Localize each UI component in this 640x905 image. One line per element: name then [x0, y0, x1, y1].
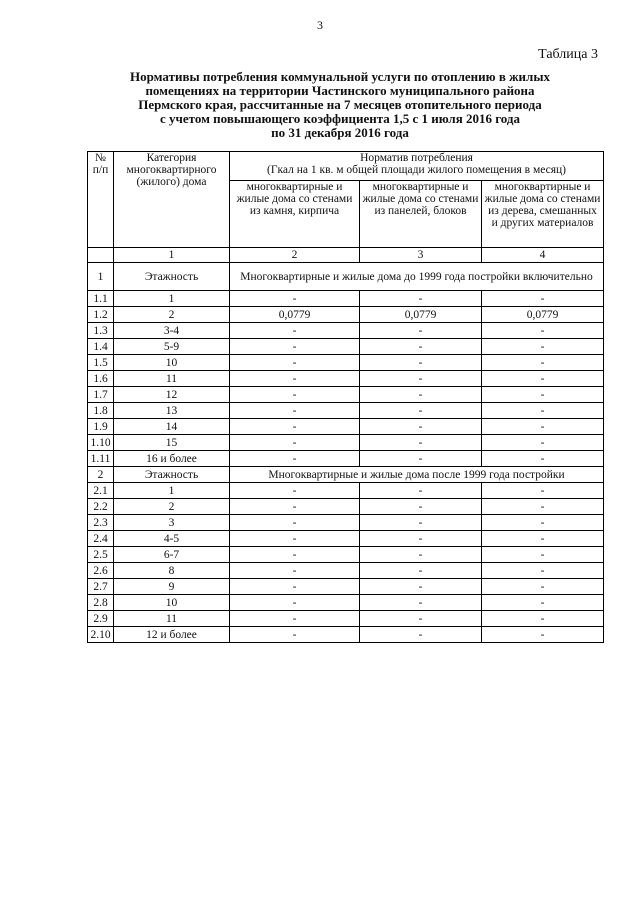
- row-floors: 10: [114, 595, 230, 611]
- table-row: [88, 451, 604, 467]
- row-floors: 12: [114, 387, 230, 403]
- row-floors: 5-9: [114, 339, 230, 355]
- row-num: 1.11: [88, 451, 114, 467]
- row-value-stone: -: [230, 579, 360, 595]
- row-value-stone: -: [230, 435, 360, 451]
- row-value-panel: -: [360, 419, 482, 435]
- column-number-blank: [88, 248, 114, 263]
- row-value-panel: 0,0779: [360, 307, 482, 323]
- header-category: Категория многоквартирного (жилого) дома: [114, 152, 230, 248]
- column-number: 4: [482, 248, 604, 263]
- row-num: 1.5: [88, 355, 114, 371]
- document-title: [60, 70, 620, 140]
- column-number: 2: [230, 248, 360, 263]
- row-num: 1.10: [88, 435, 114, 451]
- row-value-stone: -: [230, 403, 360, 419]
- section-num: 1: [88, 263, 114, 291]
- row-value-wood: -: [482, 547, 604, 563]
- table-row: [88, 387, 604, 403]
- row-value-wood: -: [482, 355, 604, 371]
- section-1-row: [88, 263, 604, 291]
- row-value-wood: -: [482, 579, 604, 595]
- row-num: 2.1: [88, 483, 114, 499]
- row-floors: 3-4: [114, 323, 230, 339]
- row-value-stone: -: [230, 387, 360, 403]
- table-row: [88, 371, 604, 387]
- row-floors: 1: [114, 483, 230, 499]
- row-value-stone: -: [230, 339, 360, 355]
- row-value-wood: -: [482, 403, 604, 419]
- row-value-panel: -: [360, 339, 482, 355]
- row-value-wood: -: [482, 483, 604, 499]
- row-value-stone: -: [230, 355, 360, 371]
- row-floors: 14: [114, 419, 230, 435]
- table-row: [88, 515, 604, 531]
- row-num: 1.3: [88, 323, 114, 339]
- row-value-wood: -: [482, 531, 604, 547]
- row-value-panel: -: [360, 355, 482, 371]
- row-value-stone: -: [230, 499, 360, 515]
- row-value-wood: -: [482, 339, 604, 355]
- table-row: [88, 403, 604, 419]
- row-value-panel: -: [360, 291, 482, 307]
- row-value-stone: -: [230, 547, 360, 563]
- row-floors: 9: [114, 579, 230, 595]
- table-row: [88, 339, 604, 355]
- row-value-stone: -: [230, 627, 360, 643]
- table-row: [88, 547, 604, 563]
- row-value-wood: -: [482, 451, 604, 467]
- row-num: 2.8: [88, 595, 114, 611]
- row-value-panel: -: [360, 435, 482, 451]
- row-num: 1.7: [88, 387, 114, 403]
- row-value-panel: -: [360, 515, 482, 531]
- row-value-wood: -: [482, 499, 604, 515]
- section-description: Многоквартирные и жилые дома после 1999 года постройки: [230, 467, 604, 483]
- title-line: Нормативы потребления коммунальной услуги по отоплению в жилых: [130, 69, 550, 84]
- row-floors: 13: [114, 403, 230, 419]
- row-floors: 4-5: [114, 531, 230, 547]
- table-row: [88, 419, 604, 435]
- consumption-norms-table: [87, 151, 604, 643]
- row-num: 1.6: [88, 371, 114, 387]
- row-floors: 6-7: [114, 547, 230, 563]
- row-value-stone: -: [230, 371, 360, 387]
- header-col-wood: многоквартирные и жилые дома со стенами из дерева, смешанных и других материалов: [482, 181, 604, 248]
- row-value-panel: -: [360, 483, 482, 499]
- row-value-panel: -: [360, 611, 482, 627]
- row-value-stone: 0,0779: [230, 307, 360, 323]
- row-value-wood: -: [482, 611, 604, 627]
- row-value-wood: -: [482, 627, 604, 643]
- section-num: 2: [88, 467, 114, 483]
- title-line: Пермского края, рассчитанные на 7 месяцев отопительного периода: [138, 97, 542, 112]
- row-floors: 3: [114, 515, 230, 531]
- header-col-stone: многоквартирные и жилые дома со стенами из камня, кирпича: [230, 181, 360, 248]
- row-value-stone: -: [230, 483, 360, 499]
- row-value-stone: -: [230, 419, 360, 435]
- header-col-panel: многоквартирные и жилые дома со стенами из панелей, блоков: [360, 181, 482, 248]
- row-value-panel: -: [360, 563, 482, 579]
- table-row: [88, 435, 604, 451]
- row-floors: 2: [114, 499, 230, 515]
- header-norm: [230, 152, 604, 181]
- row-num: 2.7: [88, 579, 114, 595]
- row-value-stone: -: [230, 451, 360, 467]
- table-row: [88, 595, 604, 611]
- row-value-wood: -: [482, 595, 604, 611]
- row-value-panel: -: [360, 547, 482, 563]
- section-category: Этажность: [114, 467, 230, 483]
- row-value-panel: -: [360, 403, 482, 419]
- row-floors: 12 и более: [114, 627, 230, 643]
- row-value-panel: -: [360, 531, 482, 547]
- table-row: [88, 579, 604, 595]
- row-value-stone: -: [230, 323, 360, 339]
- table-row: [88, 611, 604, 627]
- row-num: 1.1: [88, 291, 114, 307]
- row-value-wood: 0,0779: [482, 307, 604, 323]
- header-norm-title: Норматив потребления: [360, 152, 473, 164]
- row-num: 1.9: [88, 419, 114, 435]
- row-floors: 10: [114, 355, 230, 371]
- row-value-stone: -: [230, 531, 360, 547]
- row-value-wood: -: [482, 435, 604, 451]
- row-value-wood: -: [482, 419, 604, 435]
- row-value-wood: -: [482, 563, 604, 579]
- row-value-panel: -: [360, 371, 482, 387]
- table-row: [88, 531, 604, 547]
- row-num: 2.3: [88, 515, 114, 531]
- row-floors: 2: [114, 307, 230, 323]
- row-value-panel: -: [360, 595, 482, 611]
- row-value-panel: -: [360, 627, 482, 643]
- title-line: с учетом повышающего коэффициента 1,5 с 1 июля 2016 года: [159, 111, 521, 126]
- section-2-row: [88, 467, 604, 483]
- row-value-panel: -: [360, 451, 482, 467]
- page-number: 3: [317, 18, 323, 32]
- title-line: помещениях на территории Частинского муниципального района: [145, 83, 535, 98]
- row-num: 1.8: [88, 403, 114, 419]
- column-numbers-row: [88, 248, 604, 263]
- table-row: [88, 627, 604, 643]
- row-floors: 16 и более: [114, 451, 230, 467]
- row-value-wood: -: [482, 387, 604, 403]
- row-value-stone: -: [230, 515, 360, 531]
- table-label: Таблица 3: [538, 47, 598, 62]
- row-num: 2.10: [88, 627, 114, 643]
- row-value-stone: -: [230, 595, 360, 611]
- row-value-panel: -: [360, 323, 482, 339]
- table-row: [88, 307, 604, 323]
- row-value-wood: -: [482, 323, 604, 339]
- row-value-wood: -: [482, 371, 604, 387]
- table-row: [88, 291, 604, 307]
- row-value-panel: -: [360, 387, 482, 403]
- header-num: № п/п: [88, 152, 114, 248]
- row-value-stone: -: [230, 611, 360, 627]
- row-num: 1.2: [88, 307, 114, 323]
- table-row: [88, 499, 604, 515]
- row-num: 2.2: [88, 499, 114, 515]
- row-floors: 8: [114, 563, 230, 579]
- row-value-stone: -: [230, 563, 360, 579]
- row-floors: 1: [114, 291, 230, 307]
- table-row: [88, 483, 604, 499]
- table-row: [88, 355, 604, 371]
- row-floors: 11: [114, 371, 230, 387]
- row-num: 2.6: [88, 563, 114, 579]
- row-value-wood: -: [482, 515, 604, 531]
- title-line: по 31 декабря 2016 года: [271, 125, 409, 140]
- row-value-panel: -: [360, 499, 482, 515]
- table-row: [88, 563, 604, 579]
- row-value-stone: -: [230, 291, 360, 307]
- row-num: 1.4: [88, 339, 114, 355]
- section-description: Многоквартирные и жилые дома до 1999 года постройки включительно: [230, 263, 604, 291]
- row-value-panel: -: [360, 579, 482, 595]
- row-num: 2.9: [88, 611, 114, 627]
- row-num: 2.5: [88, 547, 114, 563]
- column-number: 1: [114, 248, 230, 263]
- table-row: [88, 323, 604, 339]
- column-number: 3: [360, 248, 482, 263]
- header-norm-units: (Гкал на 1 кв. м общей площади жилого помещения в месяц): [267, 164, 566, 176]
- section-category: Этажность: [114, 263, 230, 291]
- row-floors: 15: [114, 435, 230, 451]
- row-floors: 11: [114, 611, 230, 627]
- row-num: 2.4: [88, 531, 114, 547]
- row-value-wood: -: [482, 291, 604, 307]
